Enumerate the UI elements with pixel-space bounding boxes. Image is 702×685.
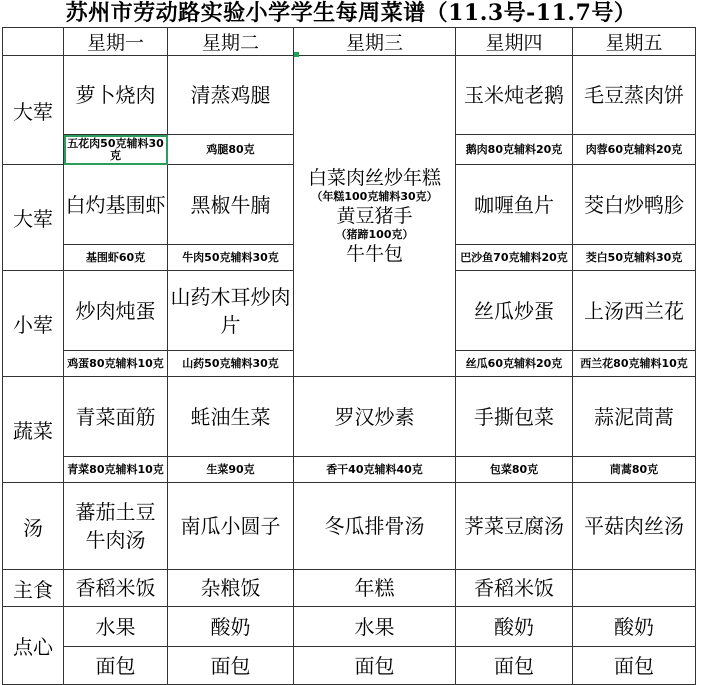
- tue-vegetable-portion[interactable]: 生菜90克: [168, 457, 294, 483]
- fri-soup[interactable]: 平菇肉丝汤: [573, 483, 696, 570]
- fri-vegetable-portion[interactable]: 茼蒿80克: [573, 457, 696, 483]
- thu-main-dish-1[interactable]: 玉米炖老鹅: [456, 56, 573, 135]
- day-header-wed[interactable]: 星期三: [294, 28, 456, 56]
- selection-handle-icon[interactable]: [294, 52, 299, 57]
- tue-portion-2[interactable]: 牛肉50克辅料30克: [168, 245, 294, 271]
- wed-combined-cell[interactable]: [294, 56, 456, 377]
- fri-snack-1[interactable]: 酸奶: [573, 607, 696, 647]
- thu-portion-3[interactable]: 丝瓜60克辅料20克: [456, 351, 573, 377]
- mon-main-dish-1[interactable]: 萝卜烧肉: [64, 56, 168, 135]
- fri-side-dish[interactable]: 上汤西兰花: [573, 271, 696, 351]
- wed-snack-2[interactable]: 面包: [294, 647, 456, 685]
- row-label-soup[interactable]: 汤: [3, 483, 64, 570]
- wed-dish-2: 黄豆猪手: [336, 205, 413, 227]
- tue-main-dish-2[interactable]: 黑椒牛腩: [168, 165, 294, 245]
- mon-vegetable-portion[interactable]: 青菜80克辅料10克: [64, 457, 168, 483]
- tue-side-dish[interactable]: 山药木耳炒肉片: [168, 271, 294, 351]
- tue-vegetable[interactable]: 蚝油生菜: [168, 377, 294, 457]
- day-header-tue[interactable]: 星期二: [168, 28, 294, 56]
- row-label-main-dish-1[interactable]: 大荤: [3, 56, 64, 165]
- thu-portion-1[interactable]: 鹅肉80克辅料20克: [456, 135, 573, 165]
- fri-portion-3[interactable]: 西兰花80克辅料10克: [573, 351, 696, 377]
- day-header-fri[interactable]: 星期五: [573, 28, 696, 56]
- wed-snack-1[interactable]: 水果: [294, 607, 456, 647]
- thu-staple[interactable]: 香稻米饭: [456, 570, 573, 607]
- thu-side-dish[interactable]: 丝瓜炒蛋: [456, 271, 573, 351]
- mon-snack-1[interactable]: 水果: [64, 607, 168, 647]
- tue-main-dish-1[interactable]: 清蒸鸡腿: [168, 56, 294, 135]
- mon-portion-3[interactable]: 鸡蛋80克辅料10克: [64, 351, 168, 377]
- row-label-main-dish-2[interactable]: 大荤: [3, 165, 64, 271]
- tue-soup[interactable]: 南瓜小圆子: [168, 483, 294, 570]
- mon-portion-2[interactable]: 基围虾60克: [64, 245, 168, 271]
- mon-vegetable[interactable]: 青菜面筋: [64, 377, 168, 457]
- fri-portion-1[interactable]: 肉蓉60克辅料20克: [573, 135, 696, 165]
- thu-main-dish-2[interactable]: 咖喱鱼片: [456, 165, 573, 245]
- tue-snack-2[interactable]: 面包: [168, 647, 294, 685]
- wed-dish-2-portion: （猪蹄100克）: [335, 228, 414, 241]
- day-header-mon[interactable]: 星期一: [64, 28, 168, 56]
- thu-snack-1[interactable]: 酸奶: [456, 607, 573, 647]
- row-label-snack[interactable]: 点心: [3, 607, 64, 685]
- fri-vegetable[interactable]: 蒜泥茼蒿: [573, 377, 696, 457]
- mon-soup[interactable]: 蕃茄土豆牛肉汤: [64, 483, 168, 570]
- mon-portion-1[interactable]: 五花肉50克辅料30克: [64, 135, 168, 165]
- menu-table: [2, 27, 696, 685]
- wed-dish-1: 白菜肉丝炒年糕: [307, 167, 441, 189]
- thu-portion-2[interactable]: 巴沙鱼70克辅料20克: [456, 245, 573, 271]
- tue-portion-1[interactable]: 鸡腿80克: [168, 135, 294, 165]
- fri-main-dish-1[interactable]: 毛豆蒸肉饼: [573, 56, 696, 135]
- thu-snack-2[interactable]: 面包: [456, 647, 573, 685]
- row-label-vegetable[interactable]: 蔬菜: [3, 377, 64, 483]
- row-label-side-dish[interactable]: 小荤: [3, 271, 64, 377]
- wed-soup[interactable]: 冬瓜排骨汤: [294, 483, 456, 570]
- mon-side-dish[interactable]: 炒肉炖蛋: [64, 271, 168, 351]
- thu-soup[interactable]: 荠菜豆腐汤: [456, 483, 573, 570]
- header-row: [3, 28, 696, 56]
- fri-portion-2[interactable]: 茭白50克辅料30克: [573, 245, 696, 271]
- tue-portion-3[interactable]: 山药50克辅料30克: [168, 351, 294, 377]
- wed-dish-3: 牛牛包: [345, 243, 403, 265]
- tue-staple[interactable]: 杂粮饭: [168, 570, 294, 607]
- fri-main-dish-2[interactable]: 茭白炒鸭胗: [573, 165, 696, 245]
- wed-staple[interactable]: 年糕: [294, 570, 456, 607]
- fri-staple[interactable]: [573, 570, 696, 607]
- wed-vegetable[interactable]: 罗汉炒素: [294, 377, 456, 457]
- thu-vegetable[interactable]: 手撕包菜: [456, 377, 573, 457]
- mon-snack-2[interactable]: 面包: [64, 647, 168, 685]
- mon-main-dish-2[interactable]: 白灼基围虾: [64, 165, 168, 245]
- fri-snack-2[interactable]: 面包: [573, 647, 696, 685]
- row-label-staple[interactable]: 主食: [3, 570, 64, 607]
- wed-dish-1-portion: （年糕100克辅料30克）: [311, 190, 438, 203]
- day-header-thu[interactable]: 星期四: [456, 28, 573, 56]
- page-title: 苏州市劳动路实验小学学生每周菜谱（11.3号-11.7号）: [65, 0, 637, 26]
- tue-snack-1[interactable]: 酸奶: [168, 607, 294, 647]
- wed-vegetable-portion[interactable]: 香干40克辅料40克: [294, 457, 456, 483]
- corner-cell[interactable]: [3, 28, 64, 56]
- mon-staple[interactable]: 香稻米饭: [64, 570, 168, 607]
- thu-vegetable-portion[interactable]: 包菜80克: [456, 457, 573, 483]
